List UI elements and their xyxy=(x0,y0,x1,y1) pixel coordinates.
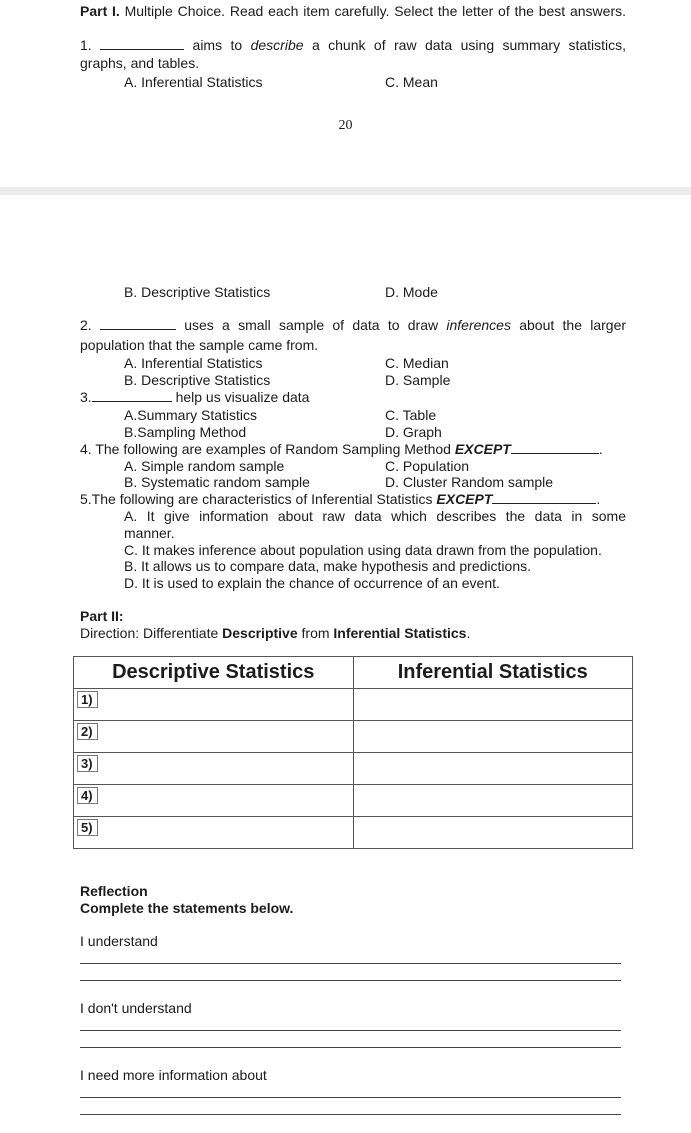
q4-option-c: C. Population xyxy=(385,458,470,474)
q2-option-b: B. Descriptive Statistics xyxy=(124,372,271,388)
answer-blank[interactable] xyxy=(92,389,172,402)
answer-blank[interactable] xyxy=(492,491,596,504)
question-2-stem-line2: population that the sample came from. xyxy=(80,337,319,353)
q2-option-d: D. Sample xyxy=(385,372,451,388)
inferential-cell[interactable] xyxy=(353,753,633,785)
emphasis-word: describe xyxy=(250,37,304,53)
q3-option-b: B.Sampling Method xyxy=(124,424,247,440)
comparison-table xyxy=(73,656,633,849)
inferential-cell[interactable] xyxy=(353,817,633,849)
q5-option-a: A. It give information about raw data which describes the data in some xyxy=(124,508,626,524)
row-number: 4) xyxy=(77,787,98,804)
q3-option-c: C. Table xyxy=(385,407,437,423)
question-1-stem: 1. aims to describe a chunk of raw data using summary statistics, xyxy=(80,37,627,53)
prompt-understand: I understand xyxy=(80,933,158,949)
question-5-stem: 5.The following are characteristics of Inferential Statistics EXCEPT . xyxy=(80,491,601,507)
descriptive-cell[interactable] xyxy=(74,817,354,849)
answer-blank[interactable] xyxy=(100,317,176,330)
writing-line[interactable] xyxy=(80,980,621,981)
writing-line[interactable] xyxy=(80,1097,621,1098)
descriptive-cell[interactable] xyxy=(74,785,354,817)
inferential-cell[interactable] xyxy=(353,785,633,817)
writing-line[interactable] xyxy=(80,963,621,964)
writing-line[interactable] xyxy=(80,1030,621,1031)
reflection-title: Reflection xyxy=(80,883,148,899)
q3-option-d: D. Graph xyxy=(385,424,442,440)
emphasis-word: EXCEPT xyxy=(436,491,493,507)
answer-blank[interactable] xyxy=(100,37,184,50)
q2-option-a: A. Inferential Statistics xyxy=(124,355,263,371)
question-number: 2. xyxy=(80,317,92,333)
part1-title: Part I. xyxy=(80,3,120,19)
page-break xyxy=(0,187,691,195)
q2-option-c: C. Median xyxy=(385,355,449,371)
question-4-stem: 4. The following are examples of Random Sampling Method EXCEPT . xyxy=(80,441,603,457)
table-row xyxy=(74,689,633,721)
q1-option-b: B. Descriptive Statistics xyxy=(124,284,271,300)
answer-blank[interactable] xyxy=(511,441,599,454)
question-number: 3. xyxy=(80,389,92,405)
row-number: 5) xyxy=(77,819,98,836)
q5-option-a-cont: manner. xyxy=(124,525,175,541)
prompt-dont-understand: I don't understand xyxy=(80,1000,192,1016)
reflection-subtitle: Complete the statements below. xyxy=(80,900,294,916)
q5-option-b: B. It allows us to compare data, make hypothesis and predictions. xyxy=(124,558,531,574)
q5-option-c: C. It makes inference about population using data drawn from the population. xyxy=(124,542,602,558)
descriptive-cell[interactable] xyxy=(74,753,354,785)
q1-option-c: C. Mean xyxy=(385,74,438,90)
q4-option-a: A. Simple random sample xyxy=(124,458,285,474)
q3-option-a: A.Summary Statistics xyxy=(124,407,258,423)
row-number: 2) xyxy=(77,723,98,740)
column-header-inferential: Inferential Statistics xyxy=(353,657,633,689)
q5-option-d: D. It is used to explain the chance of occurrence of an event. xyxy=(124,575,500,591)
q4-option-d: D. Cluster Random sample xyxy=(385,474,554,490)
table-row xyxy=(74,721,633,753)
row-number: 1) xyxy=(77,691,98,708)
part2-title: Part II: xyxy=(80,608,124,624)
prompt-more-info: I need more information about xyxy=(80,1067,267,1083)
part1-instruction-text: Multiple Choice. Read each item carefully. Select the letter of the best answers. xyxy=(124,3,626,19)
page-number: 20 xyxy=(338,118,353,133)
row-number: 3) xyxy=(77,755,98,772)
table-row xyxy=(74,753,633,785)
question-2-stem: 2. uses a small sample of data to draw inferences about the larger xyxy=(80,317,627,333)
inferential-cell[interactable] xyxy=(353,689,633,721)
question-3-stem: 3. help us visualize data xyxy=(80,389,310,405)
q1-option-a: A. Inferential Statistics xyxy=(124,74,263,90)
q1-option-d: D. Mode xyxy=(385,284,438,300)
emphasis-word: inferences xyxy=(446,317,511,333)
question-1-stem-line2: graphs, and tables. xyxy=(80,55,200,71)
emphasis-word: EXCEPT xyxy=(454,441,511,457)
part2-direction: Direction: Differentiate Descriptive from Inferential Statistics. xyxy=(80,625,471,641)
column-header-descriptive: Descriptive Statistics xyxy=(74,657,354,689)
question-number: 1. xyxy=(80,37,92,53)
part1-instruction xyxy=(80,3,626,20)
inferential-cell[interactable] xyxy=(353,721,633,753)
descriptive-cell[interactable] xyxy=(74,721,354,753)
table-row xyxy=(74,817,633,849)
q4-option-b: B. Systematic random sample xyxy=(124,474,310,490)
table-row xyxy=(74,785,633,817)
writing-line[interactable] xyxy=(80,1047,621,1048)
writing-line[interactable] xyxy=(80,1114,621,1115)
descriptive-cell[interactable] xyxy=(74,689,354,721)
